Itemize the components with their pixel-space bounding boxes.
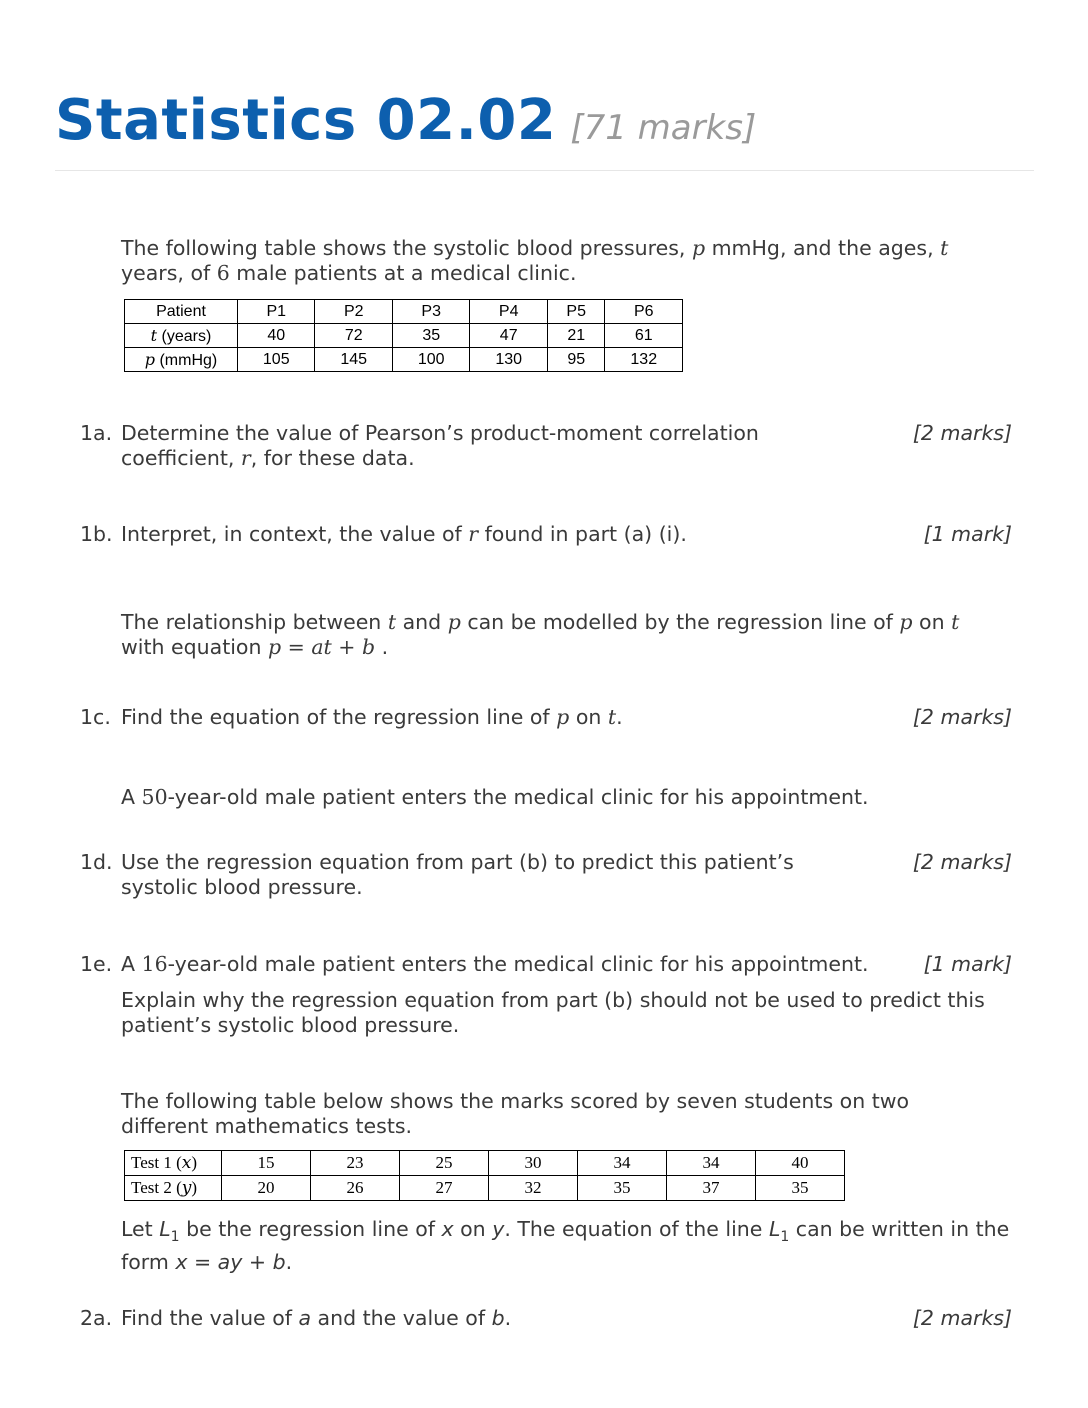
question-number: 1b. xyxy=(80,522,113,546)
question-marks: [2 marks] xyxy=(912,421,1012,445)
page-title: Statistics 02.02 xyxy=(55,88,557,153)
question-2a: 2a. Find the value of a and the value of b. [2 marks] xyxy=(80,1306,1012,1330)
regression-equation: p = at + b xyxy=(267,635,376,659)
table-row: p (mmHg) 105 145 100 130 95 132 xyxy=(125,348,683,372)
question-number: 1e. xyxy=(80,952,113,976)
question-marks: [1 mark] xyxy=(923,522,1012,546)
table-row: Patient P1 P2 P3 P4 P5 P6 xyxy=(125,300,683,324)
page-header xyxy=(55,88,1034,171)
question-1e: 1e. A 16-year-old male patient enters the medical clinic for his appointment. Explain why the regression equation from part (b) should not be used to predict this patient’s systolic blood pressure. [1 mark] xyxy=(80,952,1012,1037)
question-1b: 1b. Interpret, in context, the value of r found in part (a) (i). [1 mark] xyxy=(80,522,1012,546)
question-marks: [2 marks] xyxy=(912,1306,1012,1330)
question-1a: 1a. Determine the value of Pearson’s product-moment correlation coefficient, r, for these data. [2 marks] xyxy=(80,421,1012,470)
question-marks: [2 marks] xyxy=(912,705,1012,729)
intro-regression-line-L1: Let $L_1$ be the regression line of x on y. The equation of the line $L_1$ can be written in the form x = ay + b. xyxy=(121,1217,1010,1275)
test-marks-table xyxy=(124,1150,845,1201)
question-marks: [1 mark] xyxy=(923,952,1012,976)
intro-50-year-old: A 50-year-old male patient enters the medical clinic for his appointment. xyxy=(121,785,869,809)
question-marks: [2 marks] xyxy=(912,850,1012,874)
question-number: 2a. xyxy=(80,1306,113,1330)
question-number: 1a. xyxy=(80,421,113,445)
question-number: 1c. xyxy=(80,705,111,729)
blood-pressure-table xyxy=(124,299,683,372)
table-row: t (years) 40 72 35 47 21 61 xyxy=(125,324,683,348)
total-marks: [71 marks] xyxy=(570,108,757,148)
question-1c: 1c. Find the equation of the regression line of p on t. [2 marks] xyxy=(80,705,1012,729)
intro-test-marks: The following table below shows the marks scored by seven students on two different mathematics tests. xyxy=(121,1089,910,1138)
table-row: Test 1 (x) 15 23 25 30 34 34 40 xyxy=(125,1151,845,1176)
intro-blood-pressure: The following table shows the systolic blood pressures, p mmHg, and the ages, t years, of 6 male patients at a medical clinic. xyxy=(121,236,949,285)
intro-regression: The relationship between t and p can be modelled by the regression line of p on t with equation p = at + b . xyxy=(121,610,960,659)
question-number: 1d. xyxy=(80,850,113,874)
table-row: Test 2 (y) 20 26 27 32 35 37 35 xyxy=(125,1176,845,1201)
line-equation: x = ay + b xyxy=(175,1250,286,1275)
question-1d: 1d. Use the regression equation from part (b) to predict this patient’s systolic blood pressure. [2 marks] xyxy=(80,850,1012,899)
